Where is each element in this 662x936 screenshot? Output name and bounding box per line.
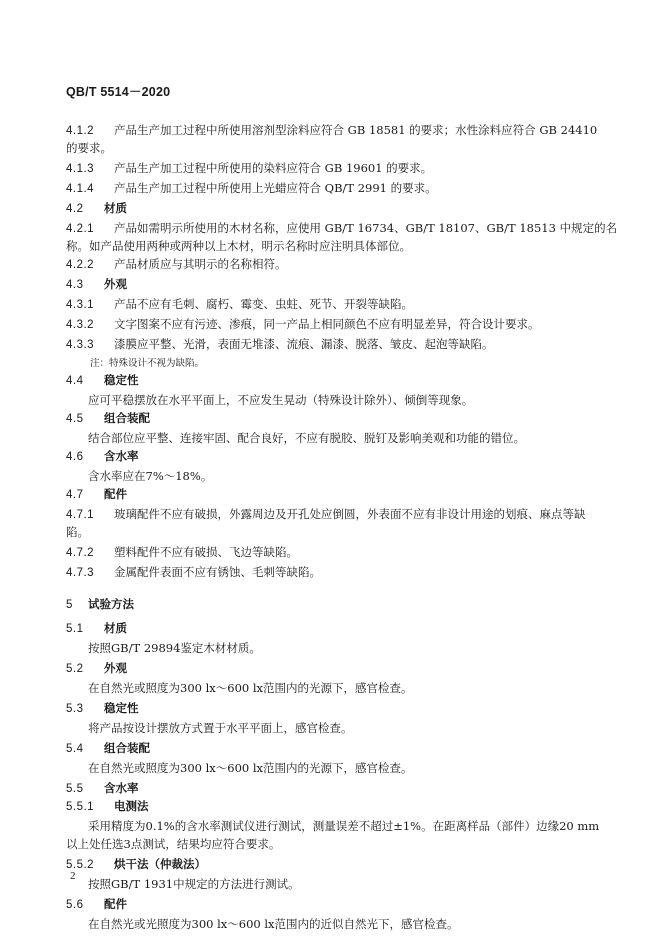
line-text: 文字图案不应有污迹、渗痕，同一产品上相同颜色不应有明显差异，符合设计要求。 bbox=[114, 317, 540, 331]
text-line bbox=[66, 563, 321, 582]
line-text: 结合部位应平整、连接牢固、配合良好，不应有脱胶、脱钉及影响美观和功能的错位。 bbox=[88, 431, 525, 445]
line-text: 产品如需明示所使用的木材名称，应使用 GB/T 16734、GB/T 18107、GB/T 18513 中规定的名 bbox=[114, 221, 618, 235]
text-line bbox=[66, 523, 89, 541]
section-heading bbox=[66, 409, 150, 428]
section-heading bbox=[66, 595, 134, 614]
text-line bbox=[66, 543, 298, 562]
section-heading bbox=[66, 855, 206, 874]
line-text: 在自然光或光照度为300 lx～600 lx范围内的近似自然光下，感官检查。 bbox=[88, 917, 459, 931]
heading-title: 组合装配 bbox=[104, 411, 150, 425]
section-heading bbox=[66, 739, 150, 758]
text-line bbox=[66, 219, 617, 238]
text-line bbox=[66, 121, 597, 140]
heading-title: 外观 bbox=[104, 661, 127, 675]
clause-number: 4.3.1 bbox=[66, 299, 95, 311]
clause-number: 5.6 bbox=[66, 899, 84, 911]
clause-number: 5.5 bbox=[66, 783, 84, 795]
clause-number: 4.1.4 bbox=[66, 183, 95, 195]
clause-number: 5.3 bbox=[66, 703, 84, 715]
clause-number: 4.2.1 bbox=[66, 223, 95, 235]
clause-number: 4.2.2 bbox=[66, 259, 95, 271]
heading-title: 烘干法（仲裁法） bbox=[114, 857, 206, 871]
text-line bbox=[88, 639, 261, 657]
line-text: 称。如产品使用两种或两种以上木材，明示名称时应注明具体部位。 bbox=[66, 239, 411, 253]
standard-code: QB/T 5514－2020 bbox=[66, 85, 171, 99]
section-heading bbox=[66, 659, 127, 678]
line-text: 按照GB/T 1931中规定的方法进行测试。 bbox=[88, 877, 300, 891]
text-line bbox=[88, 915, 459, 933]
clause-number: 5 bbox=[66, 599, 73, 611]
page-number: 2 bbox=[70, 870, 76, 882]
section-heading bbox=[66, 797, 149, 816]
text-line bbox=[88, 875, 300, 893]
clause-number: 4.6 bbox=[66, 451, 84, 463]
text-line bbox=[66, 315, 540, 334]
note-line bbox=[90, 353, 204, 373]
text-line bbox=[66, 179, 437, 198]
clause-number: 4.3 bbox=[66, 279, 84, 291]
line-text: 将产品按设计摆放方式置于水平平面上，感官检查。 bbox=[88, 721, 353, 735]
text-line bbox=[66, 139, 112, 157]
line-text: 产品不应有毛刺、腐朽、霉变、虫蛀、死节、开裂等缺陷。 bbox=[114, 297, 413, 311]
section-heading bbox=[66, 371, 139, 390]
heading-title: 配件 bbox=[104, 487, 127, 501]
clause-number: 5.5.2 bbox=[66, 859, 95, 871]
line-text: 产品生产加工过程中所使用的染料应符合 GB 19601 的要求。 bbox=[114, 161, 433, 175]
text-line bbox=[88, 759, 413, 777]
text-line bbox=[66, 295, 413, 314]
text-line bbox=[66, 159, 432, 178]
clause-number: 4.7.2 bbox=[66, 547, 95, 559]
line-text: 产品生产加工过程中所使用上光蜡应符合 QB/T 2991 的要求。 bbox=[114, 181, 437, 195]
text-line bbox=[66, 505, 586, 524]
text-line bbox=[88, 679, 413, 697]
clause-number: 4.2 bbox=[66, 203, 84, 215]
line-text: 金属配件表面不应有锈蚀、毛刺等缺陷。 bbox=[114, 565, 321, 579]
heading-title: 组合装配 bbox=[104, 741, 150, 755]
line-text: 以上处任选3点测试，结果均应符合要求。 bbox=[66, 837, 281, 851]
line-text: 含水率应在7%～18%。 bbox=[88, 469, 213, 483]
section-heading bbox=[66, 199, 127, 218]
line-text: 按照GB/T 29894鉴定木材材质。 bbox=[88, 641, 261, 655]
section-heading bbox=[66, 619, 127, 638]
text-line bbox=[66, 335, 494, 354]
line-text: 陷。 bbox=[66, 525, 89, 539]
text-line bbox=[88, 817, 599, 835]
clause-number: 5.4 bbox=[66, 743, 84, 755]
line-text: 玻璃配件不应有破损，外露周边及开孔处应倒圆，外表面不应有非设计用途的划痕、麻点等缺 bbox=[114, 507, 586, 521]
line-text: 产品材质应与其明示的名称相符。 bbox=[114, 257, 287, 271]
heading-title: 含水率 bbox=[104, 449, 139, 463]
section-heading bbox=[66, 485, 127, 504]
section-heading bbox=[66, 447, 139, 466]
line-text: 在自然光或照度为300 lx～600 lx范围内的光源下，感官检查。 bbox=[88, 681, 413, 695]
section-heading bbox=[66, 895, 127, 914]
text-line bbox=[66, 835, 280, 853]
clause-number: 4.7.1 bbox=[66, 509, 95, 521]
line-text: 应可平稳摆放在水平平面上，不应发生晃动（特殊设计除外）、倾倒等现象。 bbox=[88, 393, 474, 407]
section-heading bbox=[66, 779, 139, 798]
heading-title: 稳定性 bbox=[104, 701, 139, 715]
line-text: 在自然光或照度为300 lx～600 lx范围内的光源下，感官检查。 bbox=[88, 761, 413, 775]
clause-number: 5.1 bbox=[66, 623, 84, 635]
line-text: 注：特殊设计不视为缺陷。 bbox=[90, 358, 205, 369]
heading-title: 含水率 bbox=[104, 781, 139, 795]
line-text: 漆膜应平整、光滑，表面无堆漆、流痕、漏漆、脱落、皱皮、起泡等缺陷。 bbox=[114, 337, 494, 351]
clause-number: 4.1.2 bbox=[66, 125, 95, 137]
clause-number: 4.1.3 bbox=[66, 163, 95, 175]
section-heading bbox=[66, 699, 139, 718]
heading-title: 稳定性 bbox=[104, 373, 139, 387]
section-heading bbox=[66, 275, 127, 294]
clause-number: 5.5.1 bbox=[66, 801, 95, 813]
text-line bbox=[88, 391, 473, 409]
line-text: 产品生产加工过程中所使用溶剂型涂料应符合 GB 18581 的要求；水性涂料应符合 GB 24410 bbox=[114, 123, 598, 137]
text-line bbox=[66, 255, 287, 274]
text-line bbox=[88, 467, 212, 485]
line-text: 的要求。 bbox=[66, 141, 112, 155]
clause-number: 4.3.2 bbox=[66, 319, 95, 331]
heading-title: 材质 bbox=[104, 621, 127, 635]
line-text: 塑料配件不应有破损、飞边等缺陷。 bbox=[114, 545, 298, 559]
clause-number: 4.5 bbox=[66, 413, 84, 425]
heading-title: 材质 bbox=[104, 201, 127, 215]
heading-title: 配件 bbox=[104, 897, 127, 911]
clause-number: 4.4 bbox=[66, 375, 84, 387]
text-line bbox=[88, 719, 353, 737]
clause-number: 4.3.3 bbox=[66, 339, 95, 351]
heading-title: 电测法 bbox=[114, 799, 149, 813]
clause-number: 5.2 bbox=[66, 663, 84, 675]
clause-number: 4.7 bbox=[66, 489, 84, 501]
heading-title: 试验方法 bbox=[88, 597, 134, 611]
text-line bbox=[66, 237, 411, 255]
heading-title: 外观 bbox=[104, 277, 127, 291]
line-text: 采用精度为0.1%的含水率测试仪进行测试，测量误差不超过±1%。在距离样品（部件）边缘20 mm bbox=[88, 819, 600, 833]
clause-number: 4.7.3 bbox=[66, 567, 95, 579]
text-line bbox=[88, 429, 525, 447]
